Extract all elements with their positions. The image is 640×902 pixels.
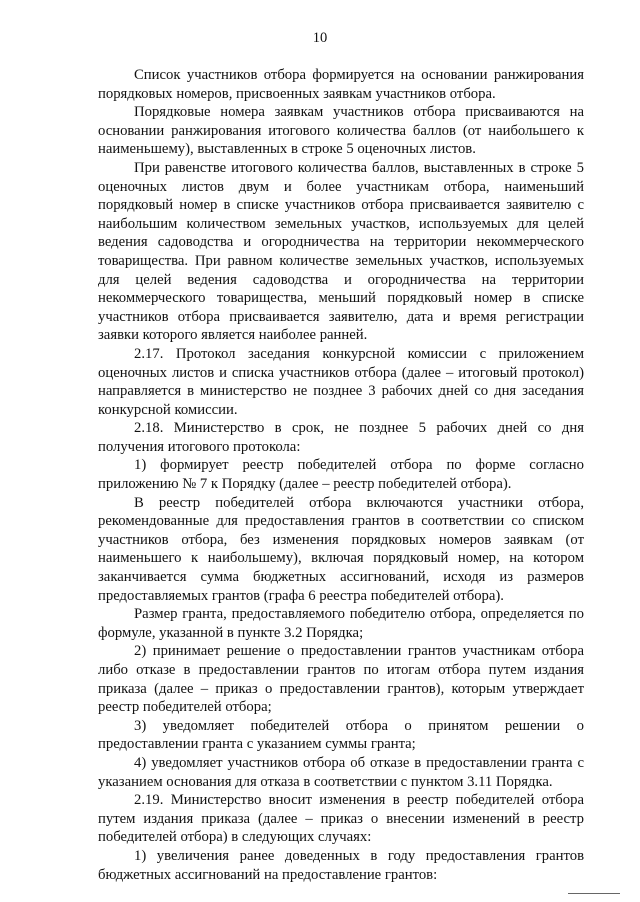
page-number: 10 xyxy=(312,30,328,46)
paragraph: 2.18. Министерство в срок, не позднее 5 рабочих дней со дня получения итогового протокола: xyxy=(98,420,584,455)
paragraph: При равенстве итогового количества баллов, выставленных в строке 5 оценочных листов двум и более участникам отбора, наименьший порядковый номер в списке участников отбора присваивается заявителю с наибольшим количеством земельных участков, используемых для целей ведения садоводства и огородничества на территории некоммерческого товарищества. При равном количестве земельных участков, используемых для целей ведения садоводства и огородничества на территории некоммерческого товарищества, меньший порядковый номер в списке участников отбора присваивается заявителю, дата и время регистрации заявки которого является наиболее ранней. xyxy=(98,159,584,344)
paragraph: Порядковые номера заявкам участников отбора присваиваются на основании ранжирования итогового количества баллов (от наибольшего к наименьшему), выставленных в строке 5 оценочных листов. xyxy=(98,104,584,158)
paragraph: Размер гранта, предоставляемого победителю отбора, определяется по формуле, указанной в пункте 3.2 Порядка; xyxy=(98,606,584,641)
paragraph: 2) принимает решение о предоставлении грантов участникам отбора либо отказе в предоставлении грантов по итогам отбора путем издания приказа (далее – приказ о предоставлении грантов), которым утверждает реестр победителей отбора; xyxy=(98,643,584,716)
paragraph: 1) формирует реестр победителей отбора по форме согласно приложению № 7 к Порядку (далее – реестр победителей отбора). xyxy=(98,457,584,493)
footer-line xyxy=(568,893,620,894)
paragraph: 2.17. Протокол заседания конкурсной комиссии с приложением оценочных листов и списка участников отбора (далее – итоговый протокол) направляется в министерство не позднее 3 рабочих дней со дня заседания конкурсной комиссии. xyxy=(98,345,584,418)
paragraph: 3) уведомляет победителей отбора о принятом решении о предоставлении гранта с указанием суммы гранта; xyxy=(98,717,584,753)
paragraph: 4) уведомляет участников отбора об отказе в предоставлении гранта с указанием основания для отказа в соответствии с пунктом 3.11 Порядка. xyxy=(98,754,584,790)
paragraph: 1) увеличения ранее доведенных в году предоставления грантов бюджетных ассигнований на предоставление грантов: xyxy=(98,847,584,883)
paragraph: 2.19. Министерство вносит изменения в реестр победителей отбора путем издания приказа (далее – приказ о внесении изменений в реестр победителей отбора) в следующих случаях: xyxy=(98,792,584,846)
document-body xyxy=(98,66,584,884)
paragraph: Список участников отбора формируется на основании ранжирования порядковых номеров, присвоенных заявкам участников отбора. xyxy=(98,67,584,102)
paragraph: В реестр победителей отбора включаются участники отбора, рекомендованные для предоставления грантов в соответствии со списком участников отбора, без изменения порядковых номеров заявкам (от наименьшего к наибольшему), включая порядковый номер, на котором заканчивается сумма бюджетных ассигнований, исходя из размеров предоставляемых грантов (графа 6 реестра победителей отбора). xyxy=(98,494,584,604)
